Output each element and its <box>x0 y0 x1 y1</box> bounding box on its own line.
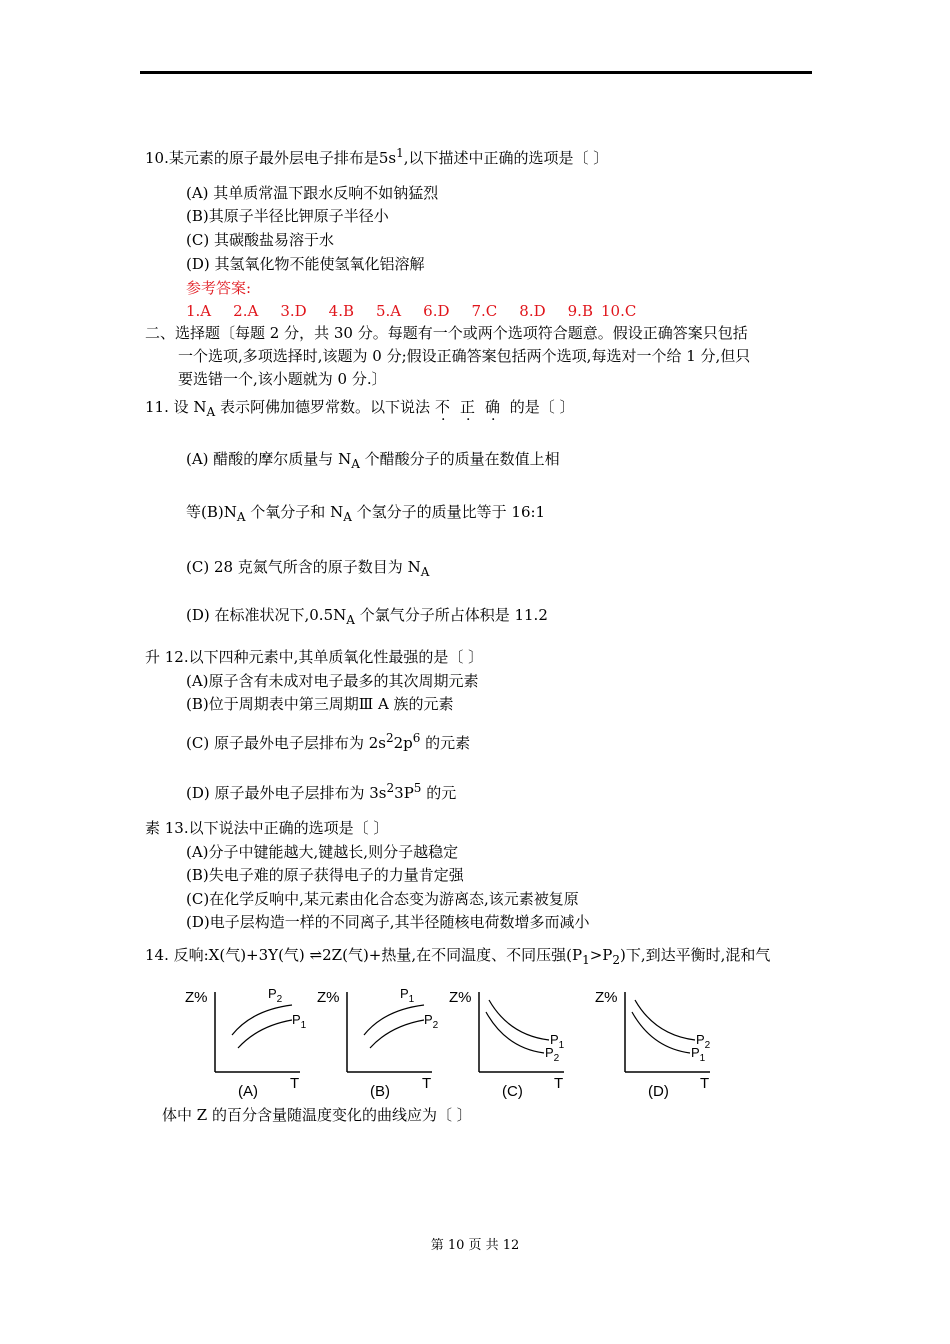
chart-0 <box>185 986 307 1100</box>
answers-list <box>186 301 658 321</box>
q12-option-c: (C) 原子最外电子层排布为 $2s^22p^6$ 的元素 <box>186 731 471 752</box>
chart-ylabel: Z% <box>595 989 618 1006</box>
answer-item: 3.D <box>280 302 307 320</box>
chart-series-line <box>489 1000 549 1040</box>
q14-stem: 14. 反响:X(气)+3Y(气) ⇌2Z(气)+热量,在不同温度、不同压强$(P_1>P_2)$下,到达平衡时,混和气 <box>145 946 771 967</box>
answer-item: 2.A <box>233 302 259 320</box>
chart-ylabel: Z% <box>185 989 208 1006</box>
chart-xlabel: T <box>422 1075 432 1092</box>
q13-option-a: (A)分子中键能越大,键越长,则分子越稳定 <box>186 843 459 861</box>
chart-series-line <box>486 1012 544 1053</box>
q10-stem: 10.某元素的原子最外层电子排布是$5s^1$,以下描述中正确的选项是〔 〕 <box>145 146 609 167</box>
chart-series-line <box>364 1005 424 1035</box>
chart-3 <box>595 989 711 1100</box>
q14-tail: 体中 Z 的百分含量随温度变化的曲线应为〔 〕 <box>162 1106 472 1124</box>
chart-ylabel: Z% <box>449 989 472 1006</box>
chart-ylabel: Z% <box>317 989 340 1006</box>
chart-series-line <box>238 1020 292 1048</box>
answer-item: 1.A <box>186 302 212 320</box>
q10-option-c: (C) 其碳酸盐易溶于水 <box>186 231 334 249</box>
chart-series-label: $P_2$ <box>545 1045 560 1064</box>
answers-title: 参考答案: <box>186 279 252 297</box>
answer-item: 6.D <box>423 302 450 320</box>
section2-line1: 二、选择题〔每题 2 分，共 30 分。每题有一个或两个选项符合题意。假设正确答案只包括 <box>145 324 748 342</box>
chart-series-line <box>635 1000 695 1040</box>
q12-option-b: (B)位于周期表中第三周期Ⅲ A 族的元素 <box>186 695 454 713</box>
q11-option-d: (D) 在标准状况下$,0.5N_A$ 个氯气分子所占体积是 11.2 <box>186 606 548 627</box>
chart-series-label: $P_1$ <box>550 1032 565 1051</box>
answer-item: 5.A <box>376 302 402 320</box>
chart-title: (A) <box>238 1083 258 1100</box>
q12-option-d: (D) 原子最外电子层排布为 $3s^23P^5$ 的元 <box>186 781 457 802</box>
answer-item: 7.C <box>471 302 498 320</box>
q13-option-b: (B)失电子难的原子获得电子的力量肯定强 <box>186 866 464 884</box>
chart-title: (D) <box>648 1083 669 1100</box>
section2-line2: 一个选项,多项选择时,该题为 0 分;假设正确答案包括两个选项,每选对一个给 1 分,但只 <box>178 347 751 365</box>
chart-2 <box>449 989 565 1100</box>
q11-stem: 11. 设 $N_A$ 表示阿佛加德罗常数。以下说法 不 正 确 的是〔 〕 <box>145 398 575 419</box>
equilibrium-arrow-icon: ⇌ <box>309 946 323 964</box>
answer-item: 8.D <box>519 302 546 320</box>
q13-stem: 素 13.以下说法中正确的选项是〔 〕 <box>145 819 389 837</box>
chart-title: (B) <box>370 1083 390 1100</box>
chart-series-label: $P_1$ <box>292 1012 307 1031</box>
q11-option-a: (A) 醋酸的摩尔质量与 $N_A$ 个醋酸分子的质量在数值上相 <box>186 450 560 471</box>
chart-series-label: $P_1$ <box>400 986 415 1005</box>
q11-option-c: (C) 28 克氮气所含的原子数目为 $N_A$ <box>186 558 430 579</box>
chart-series-line <box>632 1012 690 1053</box>
chart-series-label: $P_2$ <box>268 986 283 1005</box>
q10-option-d: (D) 其氢氧化物不能使氢氧化铝溶解 <box>186 255 425 273</box>
chart-series-line <box>370 1020 424 1048</box>
chart-xlabel: T <box>554 1075 564 1092</box>
chart-xlabel: T <box>700 1075 710 1092</box>
chart-series-label: $P_1$ <box>691 1045 706 1064</box>
section2-line3: 要选错一个,该小题就为 0 分.〕 <box>178 370 387 388</box>
chart-series-label: $P_2$ <box>696 1032 711 1051</box>
q10-option-b: (B)其原子半径比钾原子半径小 <box>186 207 389 225</box>
answer-item: 10.C <box>600 302 637 320</box>
q13-option-c: (C)在化学反响中,某元素由化合态变为游离态,该元素被复原 <box>186 890 579 908</box>
q10-option-a: (A) 其单质常温下跟水反响不如钠猛烈 <box>186 184 439 202</box>
chart-1 <box>317 986 439 1100</box>
chart-series-line <box>232 1005 292 1035</box>
q12-stem: 升 12.以下四种元素中,其单质氧化性最强的是〔 〕 <box>145 648 484 666</box>
q11-option-b: 等$(B)N_A$ 个氧分子和 $N_A$ 个氢分子的质量比等于 16:1 <box>186 503 546 524</box>
answer-item: 9.B <box>567 302 593 320</box>
chart-title: (C) <box>502 1083 523 1100</box>
page-footer: 第 10 页 共 12 <box>430 1238 520 1253</box>
q12-option-a: (A)原子含有未成对电子最多的其次周期元素 <box>186 672 479 690</box>
header-rule <box>140 71 812 74</box>
chart-series-label: $P_2$ <box>424 1012 439 1031</box>
answer-item: 4.B <box>328 302 354 320</box>
q14-charts <box>180 980 740 1105</box>
chart-xlabel: T <box>290 1075 300 1092</box>
q13-option-d: (D)电子层构造一样的不同离子,其半径随核电荷数增多而减小 <box>186 913 590 931</box>
